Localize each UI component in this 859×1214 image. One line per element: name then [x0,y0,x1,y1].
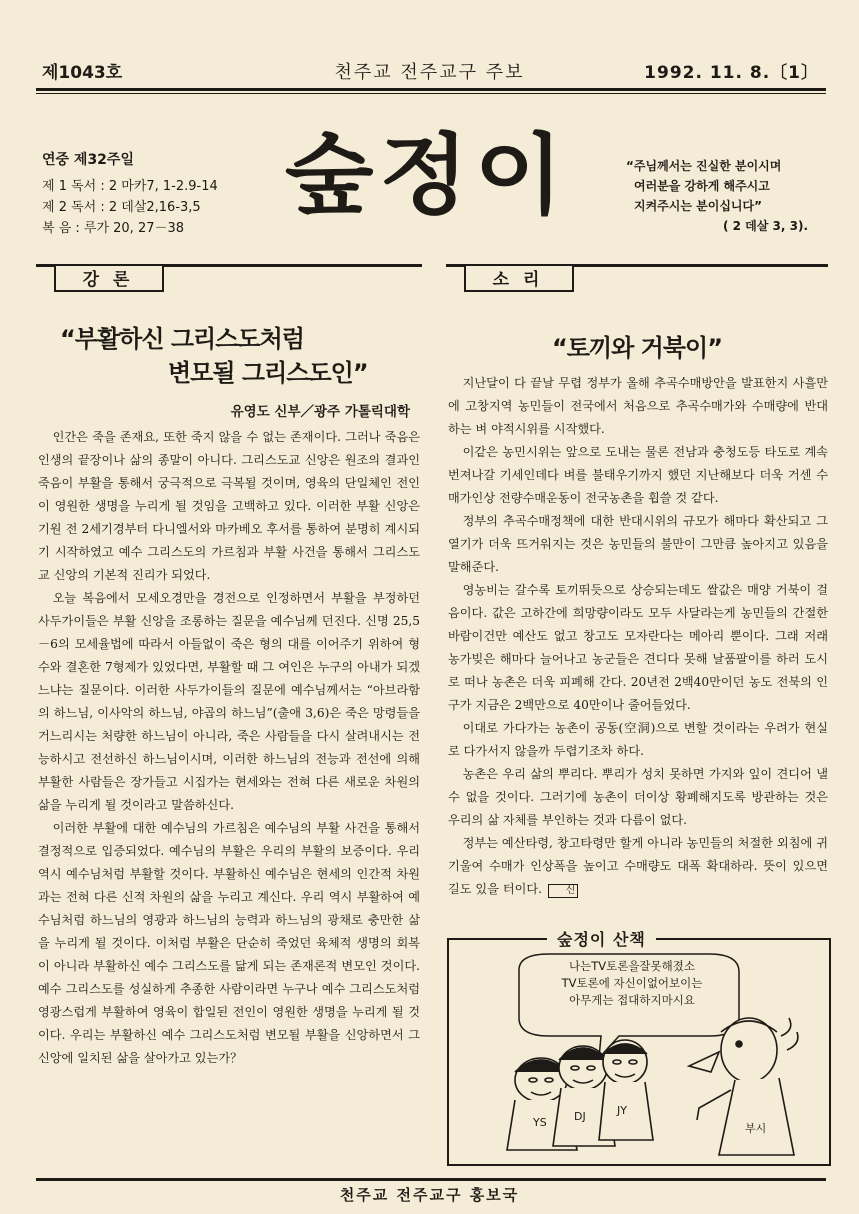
cartoon-tag-jy: JY [617,1104,627,1117]
homily-paragraph: 이러한 부활에 대한 예수님의 가르침은 예수님의 부활 사건을 통해서 결정적으로 입증되었다. 예수님의 부활은 우리의 부활의 보증이다. 우리 역시 예수님처럼 부활할 것이다. 부활하신 예수님은 현세의 인간적 차원과는 전혀 다른 신적 차원의 삶을 누리고 계신다. 우리 역시 부활하여 예수님처럼 하느님의 영광과 하느님의 능력과 하느님의 광채로 충만한 삶을 누리게 될 것이다. 이처럼 부활은 단순히 죽었던 육체적 생명의 회복이 아니라 부활하신 예수 그리스도를 닮게 되는 존재론적 변모인 것이다. 예수 그리스도를 성실하게 추종한 사람이라면 누구나 예수 그리스도처럼 영광스럽게 부활하여 영육이 합일된 전인이 영원한 생명을 누리게 될 것이다. 우리는 부활하신 예수 그리스도처럼 변모될 부활을 신앙하면서 그 신앙에 일치된 삶을 살아가고 있는가？ [38,821,420,1065]
masthead-logo [262,118,592,228]
quote-source: ( 2 데살 3, 3). [722,219,808,233]
scripture-quote [626,156,826,236]
editorial-paragraph: 이대로 가다가는 농촌이 공동(空洞)으로 변할 것이라는 우려가 현실로 다가서지 않을까 두렵기조차 하다. [448,721,828,758]
issue-date: 1992. 11. 8.〔1〕 [644,63,819,83]
cartoon-tag-ys: YS [533,1116,547,1129]
masthead-title: 숲정이 [284,125,570,227]
quote-line-3: 지켜주시는 분이십니다” [634,199,762,213]
homily-paragraph: 인간은 죽을 존재요, 또한 죽지 않을 수 없는 존재이다. 그러나 죽음은 인생의 끝장이나 삶의 종말이 아니다. 그리스도교 신앙은 원조의 결과인 죽음이 부활을 통해서 궁극적으로 극복될 것이며, 영육의 단일체인 전인이 영원한 생명을 누리게 될 것임을 고백하고 있다. 이러한 부활 신앙은 기원 전 2세기경부터 다니엘서와 마카베오 후서를 통하여 분명히 계시되기 시작하였고 예수 그리스도의 가르침과 부활 사건을 통해서 그리스도교 신앙의 기본적 진리가 되었다. [38,430,420,582]
editorial-last-text: 정부는 예산타령, 창고타령만 할게 아니라 농민들의 처절한 외침에 귀기울여 수매가 인상폭을 높이고 수매량도 대폭 확대하라. 뜻이 있으면 길도 있을 터이다. [448,836,828,896]
cartoon-panel [447,930,831,1166]
header-rule [36,88,826,94]
quote-line-1: “주님께서는 진실한 분이시며 [626,159,782,173]
editorial-paragraph: 이같은 농민시위는 앞으로 도내는 물론 전남과 충청도등 타도로 계속 번져나갈 기세인데다 벼를 불태우기까지 했던 지난해보다 더욱 거센 수매가인상 전량수매운동이 전국농촌을 휩쓸 것 같다. [448,445,828,505]
liturgical-readings [42,150,272,239]
cartoon-title: 숲정이 산책 [547,927,656,950]
editorial-paragraph [448,832,828,901]
homily-title-line-2: 변모될 그리스도인” [168,359,368,387]
end-mark: 신 [548,884,578,898]
section-header-voice [446,264,828,295]
publication-name: 천주교 전주교구 주보 [334,62,525,83]
issue-number: 제1043호 [42,63,123,83]
footer-rule [36,1178,826,1181]
editorial-paragraph: 영농비는 갈수록 토끼뛰듯으로 상승되는데도 쌀값은 매양 거북이 걸음이다. 값은 고하간에 희망량이라도 모두 사달라는게 농민들의 간절한 바람이건만 예산도 없고 창고도 모자란다는 메아리 뿐이다. 그래 저래 농가빚은 해마다 늘어나고 농군들은 견디다 못해 날품팔이를 하러 도시로 떠나 농촌은 더욱 피폐해 간다. 20년전 2백40만이던 농도 전북의 인구가 지금은 2백만으로 40만이나 줄어들었다. [448,583,828,712]
editorial-paragraph: 지난달이 다 끝날 무렵 정부가 올해 추곡수매방안을 발표한지 사흘만에 고창지역 농민들이 전국에서 처음으로 추곡수매가와 수매량에 반대하는 벼 야적시위를 시작했다. [448,376,828,436]
speech-line: 나는TV토론을잘못해졌소 [569,959,695,973]
cartoon-tag-right: 부시 [745,1122,767,1135]
section-label-homily: 강론 [54,264,164,292]
editorial-paragraph: 농촌은 우리 삶의 뿌리다. 뿌리가 성치 못하면 가지와 잎이 견디어 낼 수 없을 것이다. 그러기에 농촌이 더이상 황폐해지도록 방관하는 것은 우리의 삶 자체를 부인하는 것과 다름이 없다. [448,767,828,827]
speech-bubble-text [537,958,727,1009]
liturgical-season: 연중 제32주일 [42,152,134,168]
footer-publisher: 천주교 전주교구 홍보국 [339,1186,520,1204]
first-reading: 제 1 독서 : 2 마카7, 1-2.9-14 [42,179,218,194]
homily-title-line-1: “부활하신 그리스도처럼 [60,325,304,353]
speech-line: 아무게는 접대하지마시요 [569,993,695,1007]
speech-line: TV토론에 자신이없어보이는 [561,976,703,990]
homily-body [38,426,420,1070]
section-header-homily [36,264,422,295]
section-label-voice: 소리 [464,264,574,292]
homily-title [60,322,420,390]
second-reading: 제 2 독서 : 2 데살2,16-3,5 [42,200,201,215]
caricature-figure-icon [689,1018,798,1155]
editorial-body [448,372,828,901]
gospel-reading: 복 음 : 루가 20, 27－38 [42,221,185,236]
cartoon-tag-dj: DJ [574,1110,586,1123]
homily-byline: 유영도 신부／광주 가톨릭대학 [230,404,410,420]
editorial-title: “토끼와 거북이” [551,334,722,362]
caricature-group-icon [507,1040,653,1150]
homily-paragraph: 오늘 복음에서 모세오경만을 경전으로 인정하면서 부활을 부정하던 사두가이들은 부활 신앙을 조롱하는 질문을 예수님께 던진다. 신명 25,5－6의 모세율법에 따라서 아들없이 죽은 형의 대를 이어주기 위하여 형수와 결혼한 7형제가 있었다면, 부활할 때 그 여인은 누구의 아내가 되겠느냐는 질문이다. 이러한 사두가이들의 질문에 예수님께서는 “아브라함의 하느님, 이사악의 하느님, 야곱의 하느님”(출애 3,6)은 죽은 망령들을 거느리시는 처량한 하느님이 아니라, 죽은 사람들을 다시 살려내시는 전능하시고 전선하신 하느님이시며, 이러한 하느님의 전능과 전선에 의해 부활한 사람들은 장가들고 시집가는 현세와는 전혀 다른 새로운 차원의 삶을 누리게 될 것이라고 말씀하신다. [38,591,420,812]
quote-line-2: 여러분을 강하게 해주시고 [634,179,770,193]
editorial-paragraph: 정부의 추곡수매정책에 대한 반대시위의 규모가 해마다 확산되고 그 열기가 더욱 뜨거워지는 것은 농민들의 불만이 그만큼 높아지고 있음을 말해준다. [448,514,828,574]
